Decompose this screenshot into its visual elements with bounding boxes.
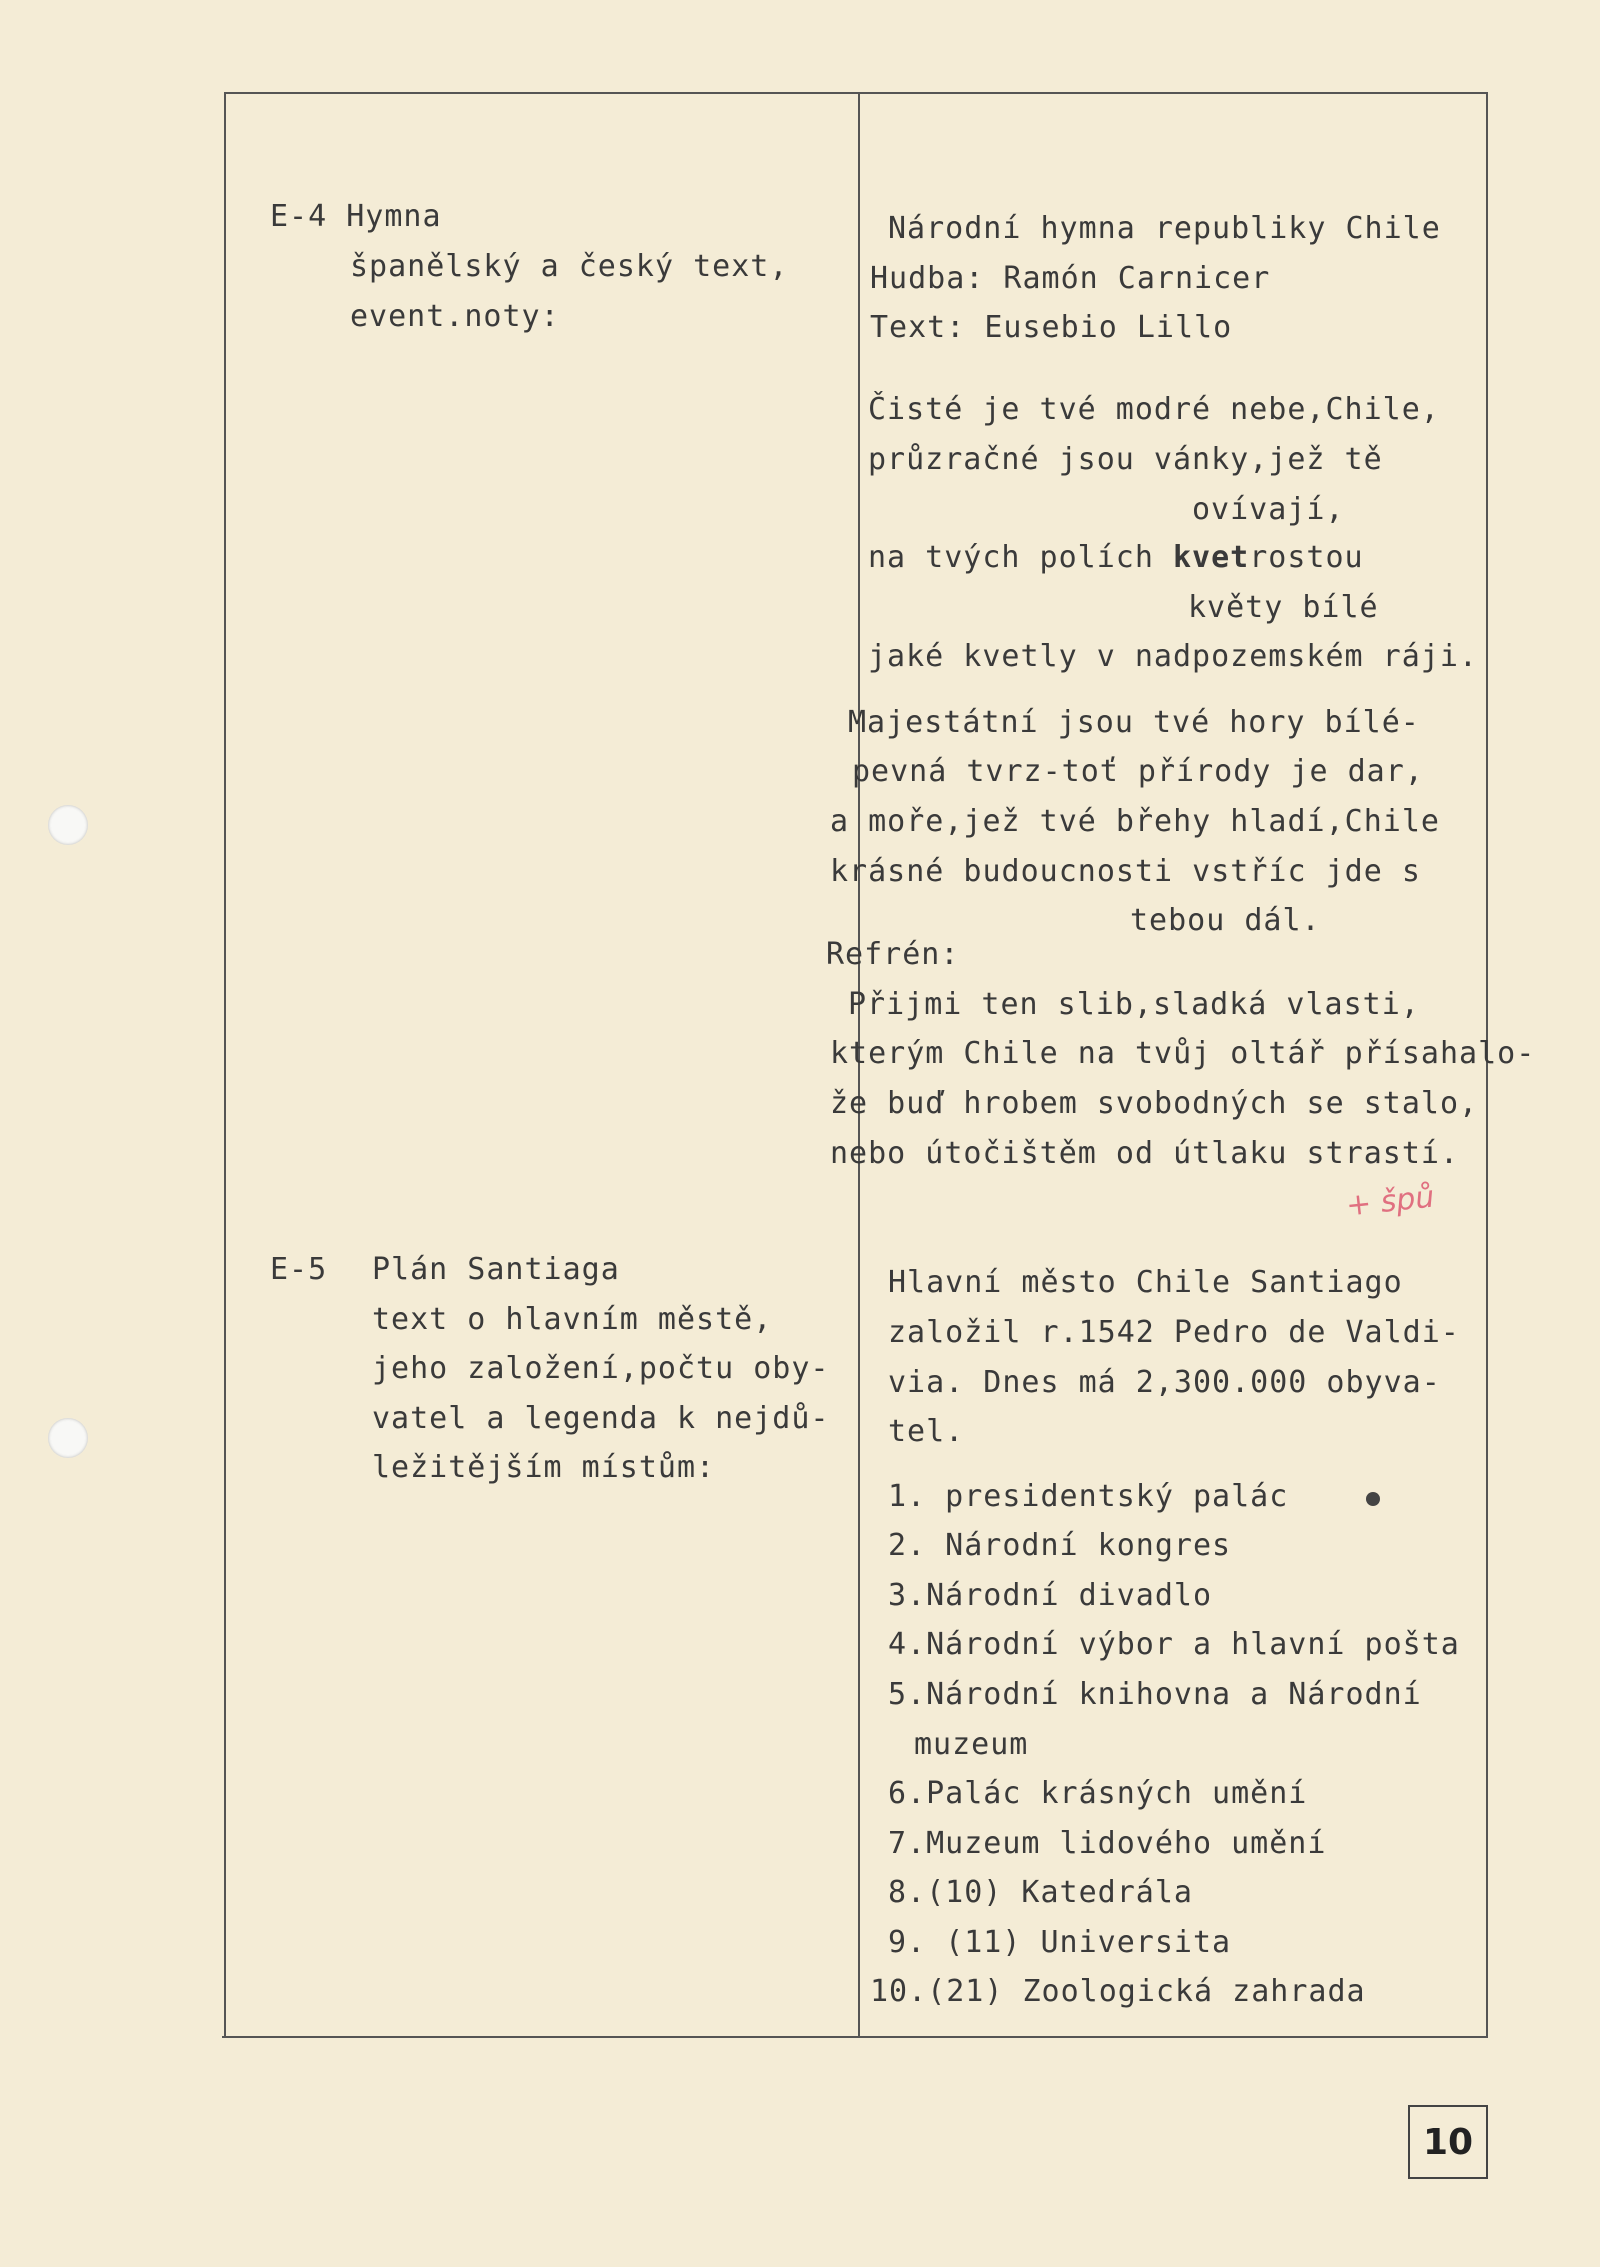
- e5-desc-line: vatel a legenda k nejdů-: [372, 1401, 830, 1436]
- verse1-line: Čisté je tvé modré nebe,Chile,: [868, 392, 1440, 427]
- place-item: muzeum: [914, 1727, 1029, 1762]
- verse1-line: na tvých polích kvetrostou: [868, 540, 1364, 575]
- ink-blot: [1366, 1492, 1380, 1506]
- verse2-line: Majestátní jsou tvé hory bílé-: [848, 705, 1420, 740]
- place-item: 5.Národní knihovna a Národní: [888, 1677, 1422, 1712]
- santiago-intro-line: via. Dnes má 2,300.000 obyva-: [888, 1365, 1441, 1400]
- place-item: 6.Palác krásných umění: [888, 1776, 1308, 1811]
- refrain-line: Přijmi ten slib,sladká vlasti,: [848, 987, 1420, 1022]
- handwritten-note: + špů: [1344, 1179, 1436, 1224]
- e5-desc-line: jeho založení,počtu oby-: [372, 1351, 830, 1386]
- verse2-line: tebou dál.: [1130, 903, 1321, 938]
- refrain-label: Refrén:: [826, 937, 960, 972]
- anthem-heading: Národní hymna republiky Chile: [888, 211, 1441, 246]
- verse1-line: květy bílé: [1188, 590, 1379, 625]
- e4-desc-line-2: event.noty:: [350, 299, 560, 334]
- punch-hole-bottom: [48, 1418, 88, 1458]
- e4-desc-line-1: španělský a český text,: [350, 249, 789, 284]
- table-left-border: [224, 92, 226, 2036]
- refrain-line: že buď hrobem svobodných se stalo,: [830, 1086, 1479, 1121]
- page-number: 10: [1408, 2105, 1488, 2179]
- place-item: 7.Muzeum lidového umění: [888, 1826, 1327, 1861]
- e5-title: Plán Santiaga: [372, 1252, 620, 1287]
- anthem-music: Hudba: Ramón Carnicer: [870, 261, 1271, 296]
- e4-title: Hymna: [346, 199, 442, 234]
- punch-hole-top: [48, 805, 88, 845]
- verse1-line: průzračné jsou vánky,jež tě: [868, 442, 1383, 477]
- place-item: 4.Národní výbor a hlavní pošta: [888, 1627, 1460, 1662]
- verse1-line: jaké kvetly v nadpozemském ráji.: [868, 639, 1478, 674]
- e4-code: E-4: [270, 199, 328, 234]
- place-item: 3.Národní divadlo: [888, 1578, 1213, 1613]
- e5-code: E-5: [270, 1252, 328, 1287]
- table-top-border: [224, 92, 1488, 94]
- place-item: 8.(10) Katedrála: [888, 1875, 1193, 1910]
- santiago-intro-line: založil r.1542 Pedro de Valdi-: [888, 1315, 1460, 1350]
- anthem-lyrics: Text: Eusebio Lillo: [870, 310, 1233, 345]
- verse2-line: pevná tvrz-toť přírody je dar,: [852, 754, 1424, 789]
- struck-word: kvet: [1172, 540, 1250, 575]
- verse2-line: krásné budoucnosti vstříc jde s: [830, 854, 1421, 889]
- santiago-intro-line: Hlavní město Chile Santiago: [888, 1265, 1403, 1300]
- place-item: 1. presidentský palác: [888, 1479, 1289, 1514]
- place-item: 9. (11) Universita: [888, 1925, 1232, 1960]
- refrain-line: kterým Chile na tvůj oltář přísahalo-: [830, 1036, 1536, 1071]
- e4-title-line: [270, 200, 442, 234]
- refrain-line: nebo útočištěm od útlaku strastí.: [830, 1136, 1460, 1171]
- table-bottom-border: [222, 2036, 1488, 2038]
- verse2-line: a moře,jež tvé břehy hladí,Chile: [830, 804, 1440, 839]
- e5-desc-line: text o hlavním městě,: [372, 1302, 773, 1337]
- verse1-line: ovívají,: [1192, 492, 1345, 527]
- place-item: 2. Národní kongres: [888, 1528, 1232, 1563]
- place-item: 10.(21) Zoologická zahrada: [870, 1974, 1366, 2009]
- e5-desc-line: ležitějším místům:: [372, 1450, 716, 1485]
- santiago-intro-line: tel.: [888, 1414, 965, 1449]
